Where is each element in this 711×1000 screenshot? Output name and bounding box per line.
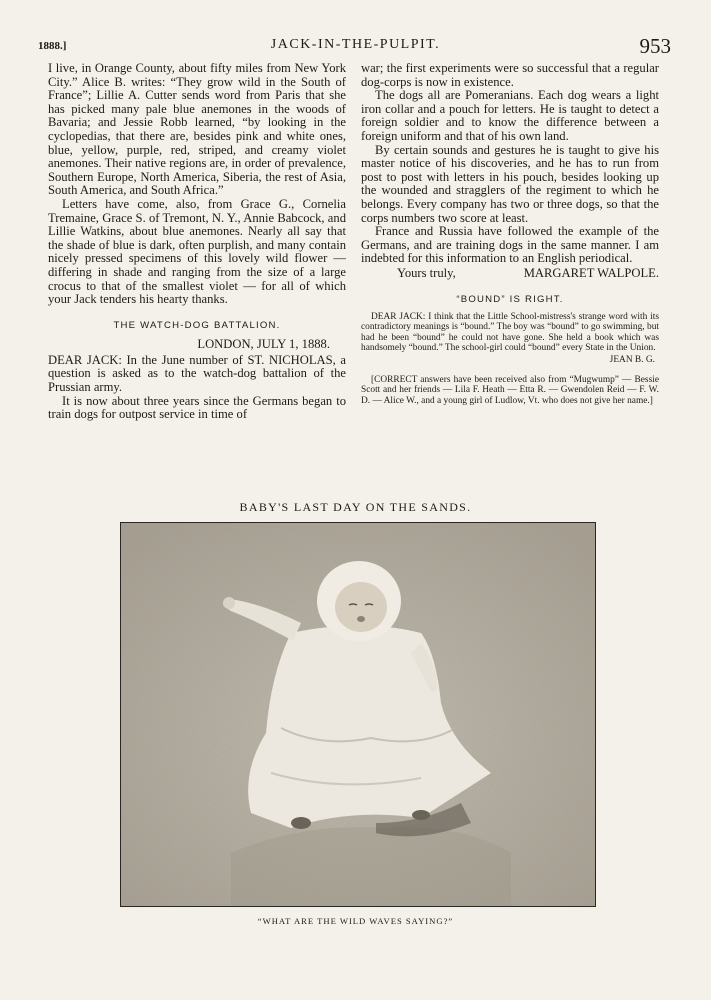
running-title: JACK-IN-THE-PULPIT. xyxy=(270,37,441,52)
page-number: 953 xyxy=(639,34,671,58)
bound-letter-signature: JEAN B. G. xyxy=(609,354,655,365)
editor-note-text: [CORRECT answers have been received also from “Mugwump” — Bessie Scott and her friends — Lila F. Heath — Etta R. — Gwendolen Reid — F. W. D. — Alice W., and a young girl of Ludlow, Vt. who does not give her name.] xyxy=(361,375,659,406)
section-heading-watch-dog: THE WATCH-DOG BATTALION. xyxy=(113,319,281,331)
editor-note xyxy=(361,375,659,406)
illustration-title: BABY'S LAST DAY ON THE SANDS. xyxy=(239,500,472,514)
letter-paragraph: DEAR JACK: In the June number of ST. NICHOLAS, a question is asked as to the watch-dog battalion of the Prussian army. xyxy=(48,352,346,395)
paragraph: The dogs all are Pomeranians. Each dog wears a light iron collar and a pouch for letters. He is taught to detect a foreign soldier and to know the difference between a foreign uniform and that of his own land. xyxy=(361,88,659,143)
paragraph: I live, in Orange County, about fifty miles from New York City.” Alice B. writes: “They grow wild in the South of France”; Lillie A. Cutter sends word from Paris that she has picked many pale blue anemones in the woods of Bavaria; and Jessie Robb learned, “by looking in the cyclopedias, that there are, besides pink and white ones, blue, yellow, purple, red, striped, and creamy violet anemones. Their native regions are, in order of prevalence, Southern Europe, North America, Siberia, the rest of Asia, South America, and South Africa.” xyxy=(48,61,346,198)
section-heading-bound: “BOUND” IS RIGHT. xyxy=(456,293,564,305)
baby-on-sand-photograph xyxy=(120,522,596,907)
paragraph: France and Russia have followed the example of the Germans, and are training dogs in the same manner. I am indebted for this information to an English periodical. xyxy=(361,224,659,266)
header-year: 1888.] xyxy=(38,40,67,52)
bound-letter-text: DEAR JACK: I think that the Little School-mistress's strange word with its contradictory meanings is “bound.” The boy was “bound” to go swimming, but had he been “bound” he could not have gone. She held a book which was handsomely “bound.” The school-girl could “bound” every State in the Union. xyxy=(361,312,659,353)
letter-dateline: LONDON, JULY 1, 1888. xyxy=(197,337,330,352)
letter-signoff xyxy=(361,267,659,281)
right-column xyxy=(361,62,659,406)
illustration-caption: “WHAT ARE THE WILD WAVES SAYING?” xyxy=(257,916,454,926)
letter-paragraph: It is now about three years since the Germans began to train dogs for outpost service in time of xyxy=(48,393,346,422)
paragraph: war; the first experiments were so successful that a regular dog-corps is now in existence. xyxy=(361,61,659,89)
paragraph: By certain sounds and gestures he is taught to give his master notice of his discoveries, and he has to run from post to post with letters in his pouch, besides looking up the wounded and stragglers of the regiment to which he belongs. Every company has two or three dogs, so that the corps numbers two score at least. xyxy=(361,142,659,225)
closing-line: Yours truly, xyxy=(397,265,456,280)
bound-letter xyxy=(361,312,659,365)
left-column xyxy=(48,62,346,422)
paragraph: Letters have come, also, from Grace G., Cornelia Tremaine, Grace S. of Tremont, N. Y., Annie Babcock, and Lillie Watkins, about blue anemones. Nearly all say that the shade of blue is dark, often purplish, and many contain nicely pressed specimens of this lovely wild flower — differing in shade and ranging from the size of a large crocus to that of the smallest violet — for all of which your Jack tenders his hearty thanks. xyxy=(48,196,346,307)
signature: MARGARET WALPOLE. xyxy=(523,265,659,280)
